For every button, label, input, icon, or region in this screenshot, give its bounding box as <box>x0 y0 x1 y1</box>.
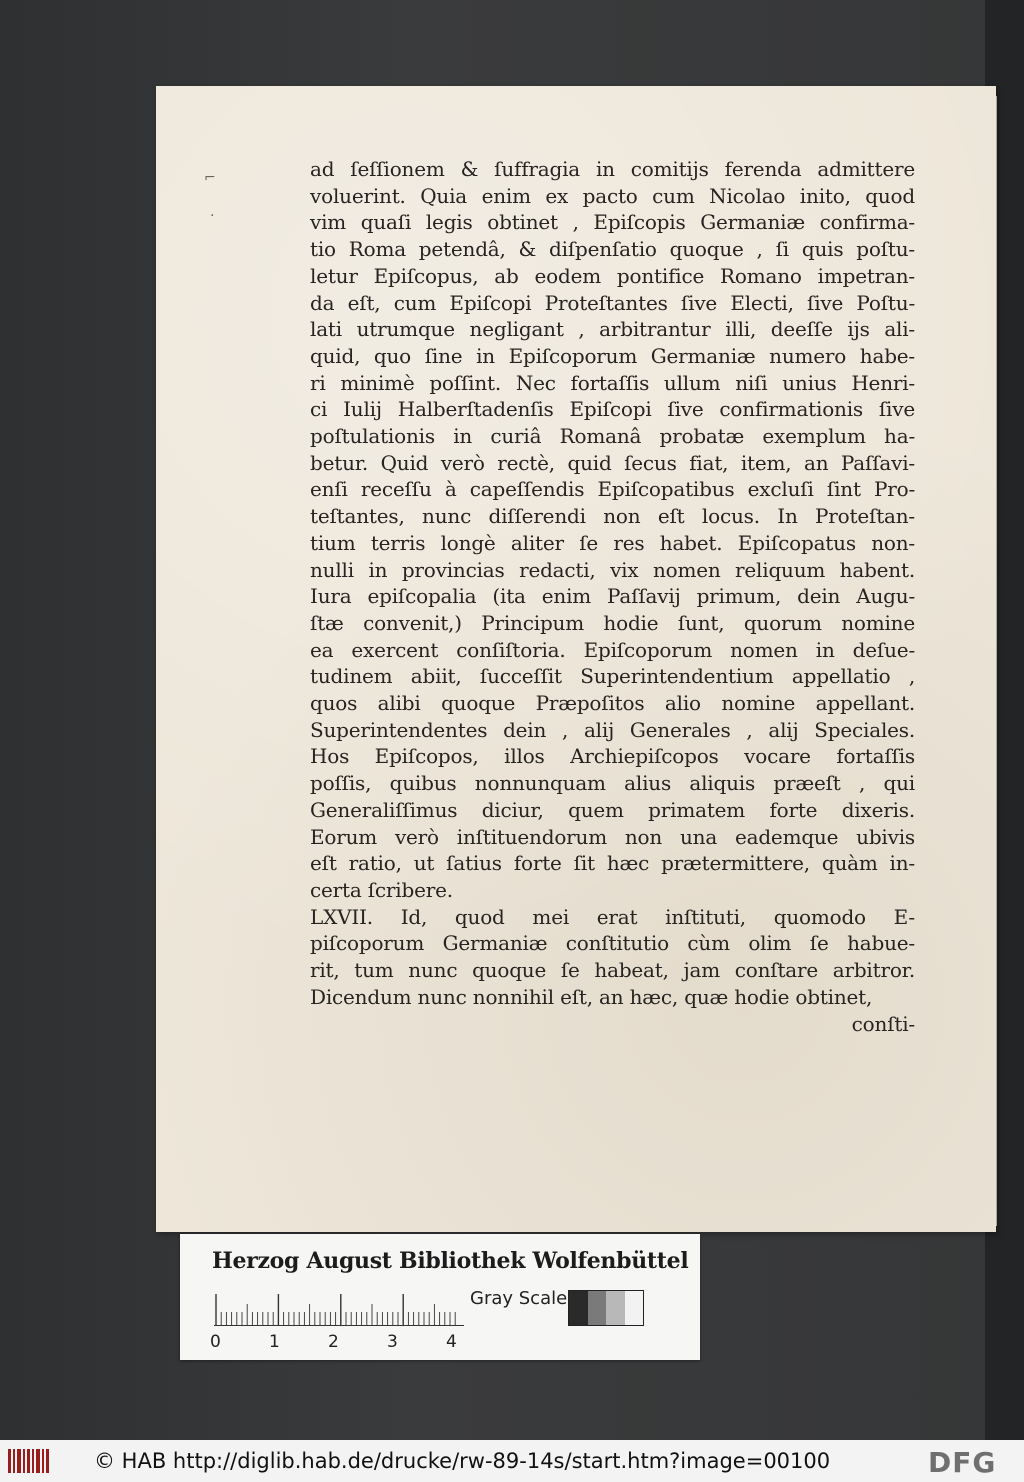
text-line: Eorum verò inſtituendorum non una eademque ubivis <box>310 824 915 849</box>
library-scale-card <box>180 1234 700 1360</box>
barcode-icon <box>8 1449 52 1473</box>
ruler <box>214 1292 464 1326</box>
text-line: ci Iulij Halberſtadenſis Epiſcopi ſive confirmationis ſive <box>310 397 915 422</box>
text-line: ea exercent conſiſtoria. Epiſcoporum nomen in deſue- <box>310 637 915 662</box>
text-line: Superintendentes dein , alij Generales , alij Speciales. <box>310 717 915 742</box>
text-line: rit, tum nunc quoque ſe habeat, jam conſtare arbitror. <box>310 958 915 983</box>
ruler-number: 0 <box>210 1332 221 1352</box>
gray-swatch <box>569 1291 588 1325</box>
text-line: Dicendum nunc nonnihil eſt, an hæc, quæ hodie obtinet, <box>310 984 873 1009</box>
text-line: LXVII. Id, quod mei erat inſtituti, quomodo E- <box>310 904 915 929</box>
text-line: Hos Epiſcopos, illos Archiepiſcopos vocare fortaſſis <box>310 744 915 769</box>
text-line: certa ſcribere. <box>310 877 453 902</box>
text-line: tium terris longè aliter ſe res habet. Epiſcopatus non- <box>310 530 915 555</box>
text-line: Iura epiſcopalia (ita enim Paſſavij primum, dein Augu- <box>310 584 915 609</box>
text-line: ſtæ convenit,) Principum hodie ſunt, quorum nomine <box>310 610 915 635</box>
page-text <box>310 156 915 1037</box>
text-line: poſſis, quibus nonnunquam alius aliquis præeſt , qui <box>310 771 915 796</box>
text-line: poſtulationis in curiâ Romanâ probatæ exemplum ha- <box>310 424 915 449</box>
gray-swatch <box>588 1291 607 1325</box>
ruler-number: 3 <box>387 1332 398 1352</box>
margin-mark: ⌐ <box>204 170 216 186</box>
text-line: tudinem abiit, ſucceſſit Superintendentium appellatio , <box>310 664 915 689</box>
margin-mark: · <box>210 208 215 224</box>
text-line: eſt ratio, ut ſatius forte ſit hæc prætermittere, quàm in- <box>310 851 915 876</box>
text-line: vim quaſi legis obtinet , Epiſcopis Germaniæ confirma- <box>310 210 915 235</box>
gray-swatch <box>606 1291 625 1325</box>
text-line: enſi receſſu à capeſſendis Epiſcopatibus excluſi ſint Pro- <box>310 477 915 502</box>
dfg-logo: DFG <box>928 1446 997 1479</box>
text-line: letur Epiſcopus, ab eodem pontifice Romano impetran- <box>310 263 915 288</box>
gray-scale-swatches <box>568 1290 644 1326</box>
text-line: quid, quo ſine in Epiſcoporum Germaniæ numero habe- <box>310 343 915 368</box>
text-line: da eſt, cum Epiſcopi Proteſtantes ſive Electi, ſive Poſtu- <box>310 290 915 315</box>
text-line: quos alibi quoque Præpoſitos alio nomine appellant. <box>310 691 915 716</box>
text-line: ad ſeſſionem & ſuffragia in comitijs ferenda admittere <box>310 157 915 181</box>
text-line: Generaliſſimus diciur, quem primatem forte dixeris. <box>310 797 915 822</box>
gray-swatch <box>625 1291 644 1325</box>
viewer-footer <box>0 1440 1024 1482</box>
catchword: conſti- <box>851 1011 915 1036</box>
text-line: teſtantes, nunc diſſerendi non eſt locus. In Proteſtan- <box>310 504 915 529</box>
gray-scale-label: Gray Scale <box>470 1288 568 1309</box>
text-line: lati utrumque negligant , arbitrantur illi, deeſſe ijs ali- <box>310 317 915 342</box>
text-line: nulli in provincias redacti, vix nomen reliquum habent. <box>310 557 915 582</box>
text-line: tio Roma petendâ, & diſpenſatio quoque , ſi quis poſtu- <box>310 237 915 262</box>
text-line: ri minimè poſſint. Nec fortaſſis ullum niſi unius Henri- <box>310 370 915 395</box>
text-line: piſcoporum Germaniæ conſtitutio cùm olim ſe habue- <box>310 931 915 956</box>
ruler-number: 1 <box>269 1332 280 1352</box>
text-line: voluerint. Quia enim ex pacto cum Nicolao inito, quod <box>310 183 915 208</box>
library-name: Herzog August Bibliothek Wolfenbüttel <box>212 1248 689 1274</box>
copyright-url[interactable]: © HAB http://diglib.hab.de/drucke/rw-89-14s/start.htm?image=00100 <box>94 1449 831 1473</box>
ruler-number: 4 <box>446 1332 457 1352</box>
ruler-number: 2 <box>328 1332 339 1352</box>
text-line: betur. Quid verò rectè, quid ſecus fiat, item, an Paſſavi- <box>310 450 915 475</box>
